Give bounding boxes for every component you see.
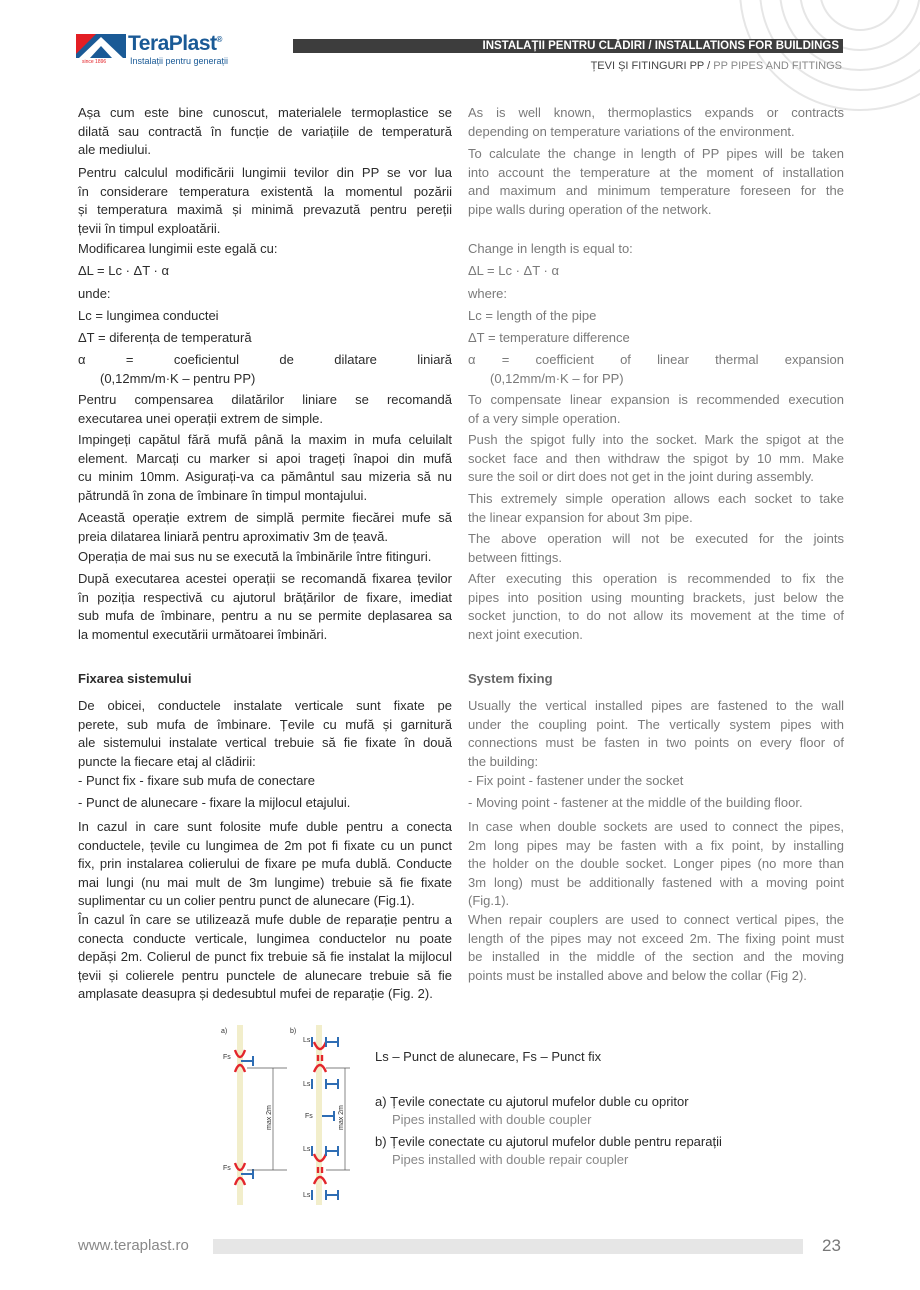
text-line: element. Marcați cu marker si apoi trageți înapoi din mufă <box>78 450 452 466</box>
paragraph <box>468 911 844 985</box>
text-line: - Punct fix - fixare sub mufa de conectare <box>78 773 315 788</box>
fig-label-a: a) <box>221 1028 228 1035</box>
section-heading <box>468 670 844 689</box>
paragraph <box>78 548 452 567</box>
max-label: max 2m <box>338 1105 345 1130</box>
paragraph <box>468 697 844 771</box>
logo-mark-icon <box>76 34 126 60</box>
figure-caption-a-en: Pipes installed with double coupler <box>392 1112 592 1127</box>
text-line: depending on temperature variations of the environment. <box>468 123 795 139</box>
text-line: puncte la fiecare etaj al clădirii: <box>78 753 256 769</box>
text-line: executarea unei operații extrem de simple. <box>78 410 323 426</box>
paragraph <box>468 351 844 388</box>
text-line: In case when double sockets are used to connect the pipes, <box>468 819 844 834</box>
text-line: into account the temperature at the moment of installation <box>468 164 844 180</box>
text-line: After executing this operation is recommended to fix the <box>468 571 844 586</box>
text-line: ΔL = Lc · ΔT · α <box>78 263 169 278</box>
text-line: In cazul in care sunt folosite mufe duble pentru a conecta <box>78 819 452 834</box>
text-line: As is well known, thermoplastics expands or contracts <box>468 105 844 120</box>
teraplast-logo <box>76 34 246 70</box>
text-line: Această operație extrem de simplă permite fiecărei mufe să <box>78 510 452 525</box>
text-line: - Punct de alunecare - fixare la mijlocul etajului. <box>78 795 351 810</box>
footer-url[interactable]: www.teraplast.ro <box>78 1237 189 1254</box>
text-line: cu minim 10mm. Asigurați-va ca pământul sau mizeria să nu <box>78 469 452 485</box>
paragraph <box>78 262 452 281</box>
text-line: When repair couplers are used to connect vertical pipes, the <box>468 912 844 927</box>
page-number: 23 <box>822 1236 841 1255</box>
text-line: Usually the vertical installed pipes are fastened to the wall <box>468 698 844 713</box>
text-line: unde: <box>78 286 111 301</box>
paragraph <box>468 570 844 644</box>
paragraph <box>78 570 452 644</box>
text-line: depăși 2m. Colierul de punct fix trebuie să fie instalat la mijlocul <box>78 949 452 965</box>
paragraph <box>468 104 844 141</box>
text-line: Pentru compensarea dilatărilor liniare se recomandă <box>78 392 452 407</box>
fig-label-b: b) <box>290 1028 297 1035</box>
text-line: amplasate deasupra și dedesubtul mufei de reparație (Fig. 2). <box>78 986 433 1002</box>
text-line: pătrundă în zona de îmbinare în timpul montajului. <box>78 487 368 503</box>
section-title: INSTALAȚII PENTRU CLĂDIRI / INSTALLATIONS FOR BUILDINGS <box>293 39 843 53</box>
text-line: în considerare temperatura existentă la momentul pozării <box>78 183 452 199</box>
text-line: of a very simple operation. <box>468 410 621 426</box>
paragraph <box>78 794 452 813</box>
paragraph <box>78 509 452 546</box>
text-line: α = coefficient of linear thermal expansion <box>468 352 844 367</box>
figure-caption-a: a) Țevile conectate cu ajutorul mufelor duble cu opritor <box>375 1094 689 1109</box>
text-line: and maximum and minimum temperature foreseen for the <box>468 183 844 199</box>
paragraph <box>78 772 452 791</box>
paragraph <box>468 307 844 326</box>
text-line: suplimentar cu un colier pentru punct de alunecare (Fig.1). <box>78 893 415 909</box>
text-line: - Fix point - fastener under the socket <box>468 773 684 788</box>
text-line: - Moving point - fastener at the middle of the building floor. <box>468 795 803 810</box>
text-line: mai lungi (nu mai mult de 3m lungime) trebuie să fie fixate <box>78 874 452 890</box>
fs-label: Fs <box>223 1054 231 1061</box>
paragraph <box>468 530 844 567</box>
text-line: ΔT = diferența de temperatură <box>78 330 252 345</box>
paragraph <box>78 911 452 1004</box>
paragraph <box>78 697 452 771</box>
logo-name: TeraPlast® <box>128 32 222 55</box>
paragraph <box>468 240 844 259</box>
paragraph <box>78 391 452 428</box>
paragraph <box>468 285 844 304</box>
text-line: socket junction, to do not allow its movement at the time of <box>468 608 844 624</box>
text-line: sub mufa de îmbinare, pentru a nu se permite deplasarea sa <box>78 608 452 624</box>
ls-label: Ls <box>303 1192 311 1199</box>
text-line: (0,12mm/m·K – for PP) <box>490 370 624 386</box>
text-line: Fixarea sistemului <box>78 671 192 686</box>
footer-bar <box>213 1239 803 1254</box>
text-line: Push the spigot fully into the socket. Mark the spigot at the <box>468 432 844 447</box>
section-subtitle: ȚEVI ȘI FITINGURI PP / PP PIPES AND FITTINGS <box>590 60 842 72</box>
text-line: be installed in the middle of the section and the moving <box>468 949 844 965</box>
section-heading <box>78 670 452 689</box>
text-line: sure the soil or dirt does not get in the joint during assembly. <box>468 469 814 485</box>
paragraph <box>468 818 844 911</box>
paragraph <box>78 351 452 388</box>
text-line: Operația de mai sus nu se execută la îmbinările între fitinguri. <box>78 549 432 564</box>
figure-caption-b: b) Țevile conectate cu ajutorul mufelor duble pentru reparații <box>375 1134 722 1149</box>
text-line: În cazul în care se utilizează mufe duble de reparație pentru a <box>78 912 452 927</box>
text-line: The above operation will not be executed for the joints <box>468 531 844 546</box>
text-line: ΔT = temperature difference <box>468 330 630 345</box>
fs-label: Fs <box>305 1113 313 1120</box>
text-line: De obicei, conductele instalate verticale sunt fixate pe <box>78 698 452 713</box>
ls-label: Ls <box>303 1146 311 1153</box>
figure-legend: Ls – Punct de alunecare, Fs – Punct fix <box>375 1049 602 1064</box>
text-line: length of the pipes may not exceed 2m. The fixing point must <box>468 930 844 946</box>
text-line: between fittings. <box>468 549 562 565</box>
text-line: pipes into position using mounting brackets, just below the <box>468 589 844 605</box>
text-line: ΔL = Lc · ΔT · α <box>468 263 559 278</box>
text-line: (Fig.1). <box>468 893 510 909</box>
text-line: System fixing <box>468 671 553 686</box>
text-line: (0,12mm/m·K – pentru PP) <box>100 370 256 386</box>
text-line: 3m long) must be additionally fastened with a moving point <box>468 874 844 890</box>
text-line: Modificarea lungimii este egală cu: <box>78 241 278 256</box>
text-line: fix, prin instalarea colierului de fixare pe mufa dublă. Conducte <box>78 856 452 872</box>
text-line: To calculate the change in length of PP pipes will be taken <box>468 146 844 161</box>
paragraph <box>78 818 452 911</box>
text-line: După executarea acestei operații se recomandă fixarea țevilor <box>78 571 452 586</box>
text-line: socket face and then withdraw the spigot by 10 mm. Make <box>468 450 844 466</box>
text-line: To compensate linear expansion is recommended execution <box>468 392 844 407</box>
logo-since: since 1896 <box>82 59 107 65</box>
paragraph <box>468 431 844 487</box>
figure-caption-b-en: Pipes installed with double repair coupler <box>392 1152 629 1167</box>
paragraph <box>78 307 452 326</box>
paragraph <box>78 104 452 160</box>
text-line: Lc = length of the pipe <box>468 308 597 323</box>
ls-label: Ls <box>303 1081 311 1088</box>
text-line: țevii în timpul exploatării. <box>78 220 221 236</box>
paragraph <box>78 285 452 304</box>
text-line: next joint execution. <box>468 626 583 642</box>
fs-label: Fs <box>223 1165 231 1172</box>
logo-tagline: Instalații pentru generații <box>130 56 229 66</box>
text-line: points must be installed above and below the collar (Fig 2). <box>468 967 807 983</box>
max-label: max 2m <box>266 1105 273 1130</box>
pipe-fixing-diagram <box>205 1020 365 1210</box>
text-line: 2m long pipes may be fasten with a fix point, by installing <box>468 837 844 853</box>
text-line: the building: <box>468 753 539 769</box>
paragraph <box>468 329 844 348</box>
ls-label: Ls <box>303 1037 311 1044</box>
text-line: under the coupling point. The vertically system pipes with <box>468 716 844 732</box>
paragraph <box>78 329 452 348</box>
text-line: la momentul executării următoarei îmbinări. <box>78 626 328 642</box>
text-line: ale mediului. <box>78 142 151 158</box>
text-line: Așa cum este bine cunoscut, materialele termoplastice se <box>78 105 452 120</box>
text-line: Change in length is equal to: <box>468 241 633 256</box>
text-line: Lc = lungimea conductei <box>78 308 219 323</box>
text-line: the holder on the double socket. Longer pipes (no more than <box>468 856 844 872</box>
text-line: where: <box>468 286 508 301</box>
text-line: the linear expansion for about 3m pipe. <box>468 509 693 525</box>
text-line: în poziția respectivă cu ajutorul brățărilor de fixare, imediat <box>78 589 452 605</box>
text-line: pipe walls during operation of the network. <box>468 201 712 217</box>
paragraph <box>78 240 452 259</box>
text-line: țevii și colierele pentru punctele de alunecare trebuie să fie <box>78 967 452 983</box>
text-line: conecta conducte verticale, lungimea conductelor nu poate <box>78 930 452 946</box>
text-line: perete, sub mufa de îmbinare. Țevile cu mufă și garnitură <box>78 716 452 732</box>
paragraph <box>468 794 844 813</box>
text-line: α = coeficientul de dilatare liniară <box>78 352 452 367</box>
figure-pipe-fixing <box>205 1020 365 1215</box>
paragraph <box>468 772 844 791</box>
paragraph <box>78 431 452 505</box>
text-line: dilată sau contractă în funcție de variațiile de temperatură <box>78 123 452 139</box>
text-line: connections must be fasten in two points on every floor of <box>468 735 844 751</box>
text-line: conductele, țevile cu lungimea de 2m pot fi fixate cu un punct <box>78 837 452 853</box>
paragraph <box>78 164 452 238</box>
paragraph <box>468 145 844 219</box>
text-line: și temperatura maximă și minimă prevazută pentru pereții <box>78 202 452 218</box>
text-line: preia dilatarea liniară pentru aproximativ 3m de țeavă. <box>78 528 389 544</box>
paragraph <box>468 490 844 527</box>
text-line: ale sistemului instalate vertical trebuie să fie fixate în două <box>78 735 452 751</box>
text-line: Pentru calculul modificării lungimii tevilor din PP se vor lua <box>78 165 452 180</box>
clamp-icons <box>241 1037 338 1200</box>
paragraph <box>468 391 844 428</box>
text-line: This extremely simple operation allows each socket to take <box>468 491 844 506</box>
text-line: Impingeți capătul fără mufă până la maxim in mufa celuilalt <box>78 432 452 447</box>
paragraph <box>468 262 844 281</box>
